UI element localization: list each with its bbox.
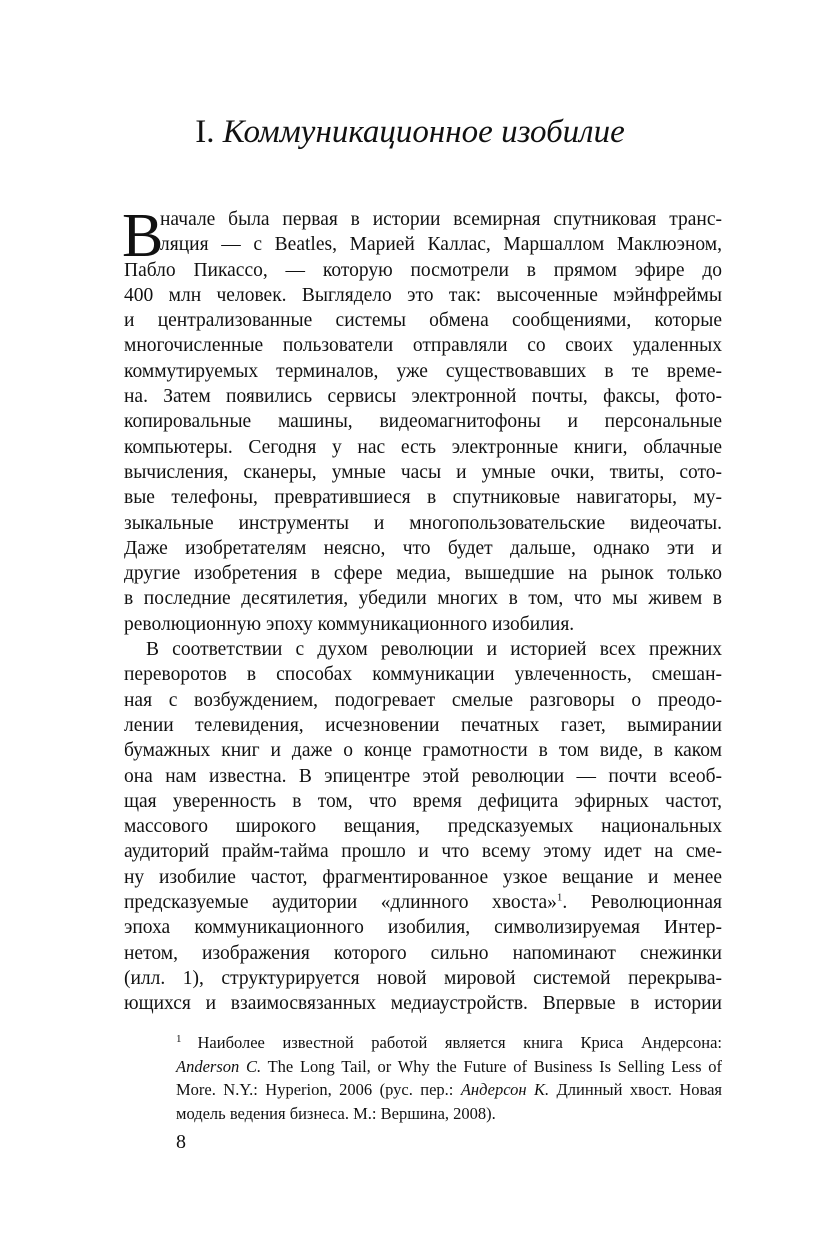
body-line: щая уверенность в том, что время дефицита эфирных частот, [124,790,722,812]
body-line: и централизованные системы обмена сообщениями, которые [124,310,722,332]
footnote-mark: 1 [176,1032,182,1045]
body-line: массового широкого вещания, предсказуемых национальных [124,816,722,838]
body-line: ющихся и взаимосвязанных медиаустройств. Впервые в истории [124,993,722,1015]
page-number: 8 [176,1131,186,1153]
body-line: начале была первая в истории всемирная спутниковая транс- [160,209,722,230]
body-line: многочисленные пользователи отправляли со своих удаленных [124,335,722,357]
footnote-line [176,1078,722,1102]
body-line: Пабло Пикассо, — которую посмотрели в прямом эфире до [124,259,722,281]
footnote-author: Anderson C. [176,1056,262,1076]
body-line: нетом, изображения которого сильно напоминают снежинки [124,942,722,964]
footnote-line [176,1055,722,1079]
drop-cap: В [122,202,164,270]
body-line: Даже изобретателям неясно, что будет дальше, однако эти и [124,537,722,559]
footnote-line [176,1031,722,1055]
footnote-author: Андерсон К. [460,1080,550,1099]
body-line: в последние десятилетия, убедили многих в том, что мы живем в [124,588,722,610]
body-line: лении телевидения, исчезновении печатных газет, вымирании [124,714,722,736]
body-line: ляция — с Beatles, Марией Каллас, Маршаллом Маклюэном, [160,234,722,256]
body-line: аудиторий прайм-тайма прошло и что всему этому идет на сме- [124,841,722,863]
footnote-text: Наиболее известной работой является книга Криса Андерсона: [197,1033,722,1052]
chapter-number: I. [195,114,215,150]
footnote-line: модель ведения бизнеса. М.: Вершина, 2008). [176,1103,496,1123]
body-line: вычисления, сканеры, умные часы и умные очки, твиты, сото- [124,461,722,483]
footnote-text: Длинный хвост. Новая [549,1080,722,1099]
body-line: копировальные машины, видеомагнитофоны и персональные [124,411,722,433]
footnotes [176,1031,722,1125]
body-line: вые телефоны, превратившиеся в спутниковые навигаторы, му- [124,487,722,509]
body-line: переворотов в способах коммуникации увлеченность, смешан- [124,664,722,686]
footnote-text: More. N.Y.: Hyperion, 2006 (рус. пер.: [176,1080,461,1099]
body-line: другие изобретения в сфере медиа, вышедшие на рынок только [124,563,722,585]
body-line: эпоха коммуникационного изобилия, символизируемая Интер- [124,917,722,939]
body-line: бумажных книг и даже о конце грамотности в том виде, в каком [124,740,722,762]
body-line: коммутируемых терминалов, уже существовавших в те време- [124,360,722,382]
body-line: на. Затем появились сервисы электронной почты, факсы, фото- [124,386,722,408]
body-line: В соответствии с духом революции и историей всех прежних [146,639,722,661]
body-text [122,202,722,1017]
body-line: ная с возбуждением, подогревает смелые разговоры о преодо- [124,689,722,711]
body-line: компьютеры. Сегодня у нас есть электронные книги, облачные [124,436,722,458]
body-line: 400 млн человек. Выглядело это так: высоченные мэйнфреймы [124,284,722,306]
chapter-title-text: Коммуникационное изобилие [222,114,625,150]
body-line: зыкальные инструменты и многопользовательские видеочаты. [124,512,722,534]
footnote-reference[interactable]: 1 [556,891,563,904]
body-line: (илл. 1), структурируется новой мировой системой перекрыва- [124,967,722,989]
body-line-text: . Революционная [562,892,722,914]
footnote-text: The Long Tail, or Why the Future of Business Is Selling Less of [261,1056,723,1076]
chapter-title [100,112,720,152]
body-line: ну изобилие частот, фрагментированное узкое вещание и менее [124,866,722,888]
body-line-text: предсказуемые аудитории «длинного хвоста» [124,892,557,914]
body-line: она нам известна. В эпицентре этой революции — почти всеоб- [124,765,722,787]
body-line: революционную эпоху коммуникационного изобилия. [124,613,575,635]
body-line-with-footnote-ref [124,890,722,915]
